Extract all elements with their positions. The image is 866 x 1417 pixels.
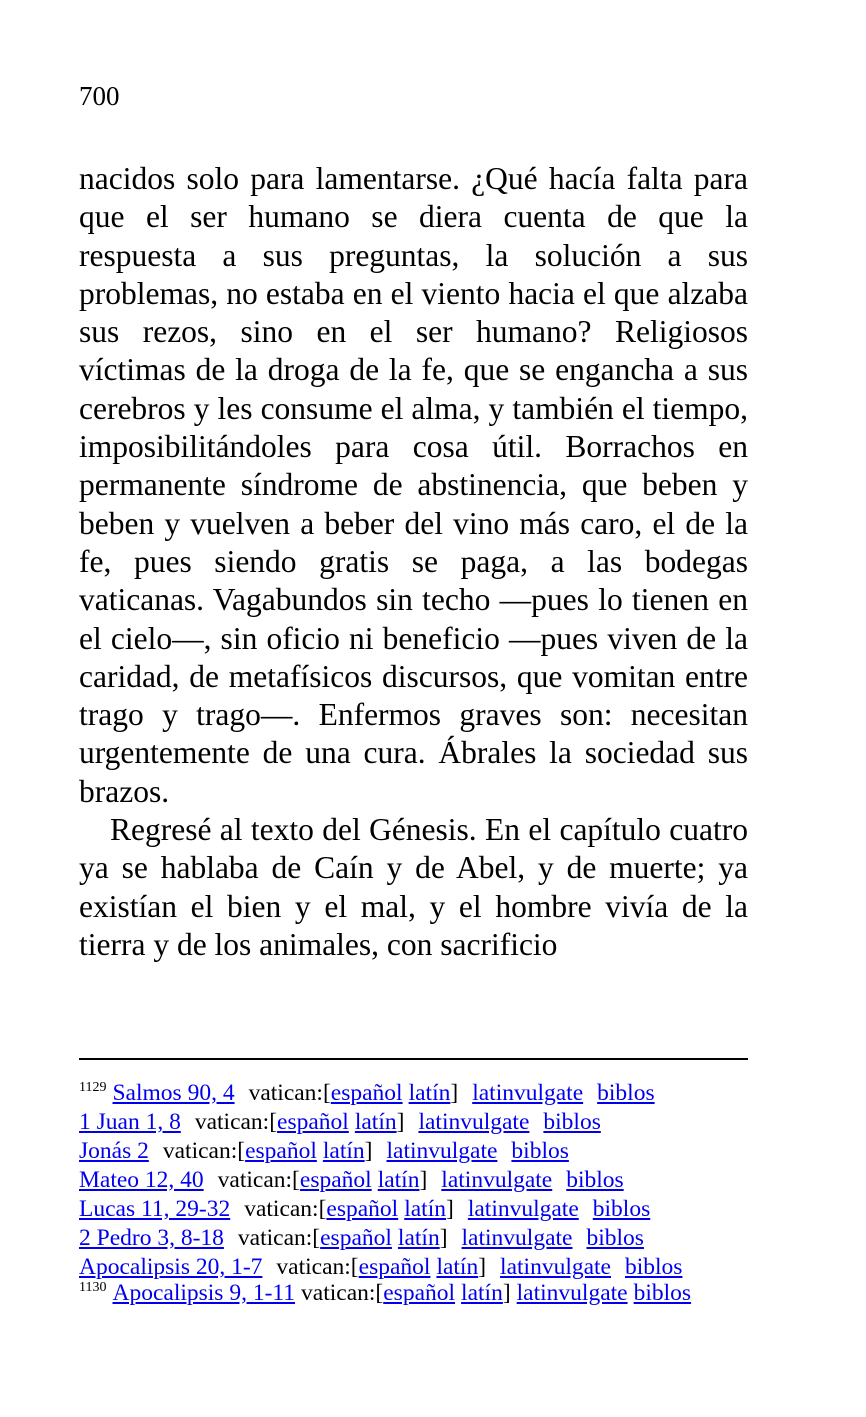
bracket-close: ] <box>439 1225 448 1251</box>
biblos-link[interactable]: biblos <box>624 1254 683 1280</box>
scripture-reference-link[interactable]: Mateo 12, 40 <box>79 1167 204 1193</box>
latin-link[interactable]: latín <box>397 1225 440 1251</box>
footnote-line <box>79 1108 769 1137</box>
bracket-close: ] <box>396 1109 405 1135</box>
latinvulgate-link[interactable]: latinvulgate <box>441 1167 553 1193</box>
latin-link[interactable]: latín <box>377 1167 420 1193</box>
latinvulgate-link[interactable]: latinvulgate <box>500 1254 611 1280</box>
latinvulgate-link[interactable]: latinvulgate <box>386 1138 498 1164</box>
footnotes <box>79 1079 769 1308</box>
latin-link[interactable]: latín <box>404 1196 446 1222</box>
bracket-close: ] <box>446 1196 454 1222</box>
scripture-reference-link[interactable]: Jonás 2 <box>79 1138 149 1164</box>
footnote-line <box>79 1166 769 1195</box>
bracket-close: ] <box>478 1254 487 1280</box>
scripture-reference-link[interactable]: 2 Pedro 3, 8-18 <box>79 1225 224 1251</box>
scripture-reference-link[interactable]: Apocalipsis 20, 1-7 <box>79 1254 263 1280</box>
scripture-reference-link[interactable]: Apocalipsis 9, 1-11 <box>112 1280 296 1306</box>
latinvulgate-link[interactable]: latinvulgate <box>472 1080 584 1106</box>
bracket-close: ] <box>502 1280 511 1306</box>
vatican-label: vatican:[ <box>194 1109 278 1135</box>
paragraph: Regresé al texto del Génesis. En el capítulo cuatro ya se hablaba de Caín y de Abel, y de muerte; ya existían el bien y el mal, y el hombre vivía de la tierra y de los animales, con sacrificio <box>79 812 748 962</box>
vatican-label: vatican:[ <box>217 1167 300 1193</box>
espanol-link[interactable]: español <box>358 1254 431 1280</box>
footnote-divider <box>79 1058 748 1060</box>
latinvulgate-link[interactable]: latinvulgate <box>467 1196 579 1222</box>
espanol-link[interactable]: español <box>277 1109 349 1135</box>
biblos-link[interactable]: biblos <box>597 1080 655 1106</box>
espanol-link[interactable]: español <box>330 1080 403 1106</box>
vatican-label: vatican:[ <box>248 1080 331 1106</box>
espanol-link[interactable]: español <box>299 1167 372 1193</box>
scripture-reference-link[interactable]: 1 Juan 1, 8 <box>79 1109 181 1135</box>
footnote-number: 1130 <box>79 1280 107 1295</box>
main-text <box>79 160 748 964</box>
scripture-reference-link[interactable]: Salmos 90, 4 <box>112 1080 235 1106</box>
latinvulgate-link[interactable]: latinvulgate <box>516 1280 628 1306</box>
footnote-line <box>79 1137 769 1166</box>
scripture-reference-link[interactable]: Lucas 11, 29-32 <box>79 1196 231 1222</box>
latin-link[interactable]: latín <box>322 1138 365 1164</box>
footnote-line <box>79 1079 769 1108</box>
vatican-label: vatican:[ <box>276 1254 359 1280</box>
vatican-label: vatican:[ <box>162 1138 246 1164</box>
biblos-link[interactable]: biblos <box>511 1138 569 1164</box>
espanol-link[interactable]: español <box>383 1280 456 1306</box>
footnote-line <box>79 1279 769 1308</box>
bracket-close: ] <box>450 1080 459 1106</box>
page-number: 700 <box>79 81 120 111</box>
biblos-link[interactable]: biblos <box>592 1196 651 1222</box>
vatican-label: vatican:[ <box>301 1280 384 1306</box>
latinvulgate-link[interactable]: latinvulgate <box>461 1225 573 1251</box>
footnote-line <box>79 1253 769 1279</box>
latinvulgate-link[interactable]: latinvulgate <box>418 1109 530 1135</box>
espanol-link[interactable]: español <box>245 1138 317 1164</box>
latin-link[interactable]: latín <box>461 1280 503 1306</box>
espanol-link[interactable]: español <box>326 1196 399 1222</box>
vatican-label: vatican:[ <box>244 1196 327 1222</box>
latin-link[interactable]: latín <box>436 1254 479 1280</box>
latin-link[interactable]: latín <box>408 1080 451 1106</box>
footnote-number: 1129 <box>79 1080 107 1095</box>
latin-link[interactable]: latín <box>354 1109 397 1135</box>
biblos-link[interactable]: biblos <box>633 1280 692 1306</box>
biblos-link[interactable]: biblos <box>586 1225 644 1251</box>
biblos-link[interactable]: biblos <box>566 1167 624 1193</box>
vatican-label: vatican:[ <box>237 1225 321 1251</box>
footnote-line <box>79 1224 769 1253</box>
paragraph: nacidos solo para lamentarse. ¿Qué hacía falta para que el ser humano se diera cuenta de que la respuesta a sus preguntas, la solución a sus problemas, no estaba en el viento hacia el que alzaba sus rezos, sino en el ser humano? Religiosos víctimas de la droga de la fe, que se engancha a sus cerebros y les consume el alma, y también el tiempo, imposibilitándoles para cosa útil. Borrachos en permanente síndrome de abstinencia, que beben y beben y vuelven a beber del vino más caro, el de la fe, pues siendo gratis se paga, a las bodegas vaticanas. Vagabundos sin techo —pues lo tienen en el cielo—, sin oficio ni beneficio —pues viven de la caridad, de metafísicos discursos, que vomitan entre trago y trago—. Enfermos graves son: necesitan urgentemente de una cura. Ábrales la sociedad sus brazos. <box>79 161 748 809</box>
espanol-link[interactable]: español <box>320 1225 392 1251</box>
biblos-link[interactable]: biblos <box>543 1109 601 1135</box>
bracket-close: ] <box>364 1138 373 1164</box>
bracket-close: ] <box>419 1167 428 1193</box>
footnote-line <box>79 1195 769 1224</box>
